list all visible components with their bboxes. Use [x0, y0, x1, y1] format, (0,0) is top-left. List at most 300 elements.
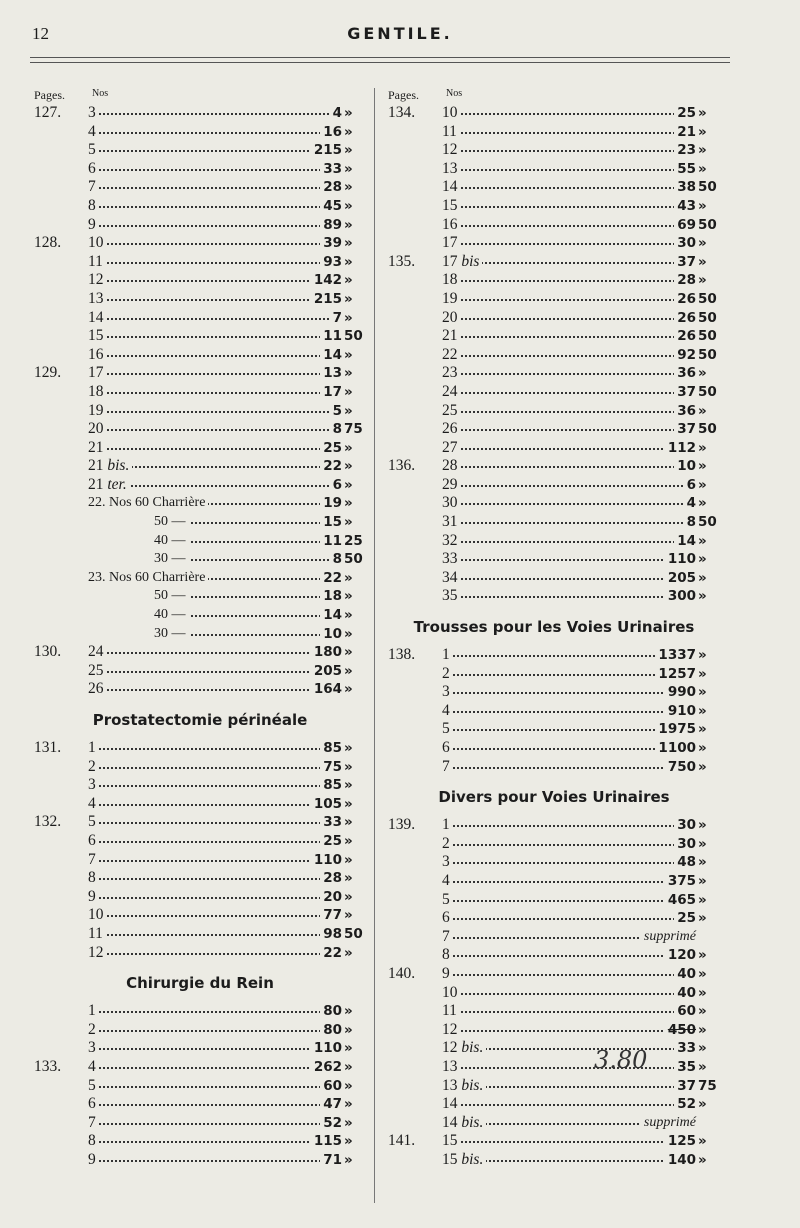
item-number-text: 32: [442, 531, 458, 549]
item-number-text: 14: [88, 308, 104, 326]
catalog-row: [30, 888, 370, 907]
item-cents: »: [344, 476, 353, 493]
item-price: 125: [665, 1132, 696, 1151]
item-cents: »: [698, 758, 707, 775]
item-number: [442, 965, 453, 984]
catalog-row: [384, 494, 724, 513]
catalog-subrow: [30, 513, 370, 532]
item-cents: »: [698, 105, 707, 121]
item-number: [88, 420, 107, 439]
item-label: 30 —: [154, 625, 189, 644]
item-price: 10: [674, 457, 696, 476]
item-price: 375: [665, 872, 696, 891]
catalog-row: [30, 327, 370, 346]
item-number: [442, 984, 461, 1003]
item-number-text: 9: [442, 964, 450, 982]
item-number-text: 13: [442, 1076, 458, 1094]
item-number: [442, 513, 461, 532]
catalog-row: [30, 758, 370, 777]
item-number-text: 15: [442, 196, 458, 214]
item-number-text: 3: [88, 776, 96, 794]
item-price: 80: [320, 1021, 342, 1040]
item-number-text: 4: [442, 701, 450, 719]
page-ref: 136.: [388, 457, 416, 475]
item-number: [442, 646, 453, 665]
item-price: 110: [665, 550, 696, 569]
dot-leader: [446, 466, 686, 468]
item-number: [88, 1002, 99, 1021]
item-number-text: 13: [442, 1057, 458, 1075]
catalog-subrow: [30, 587, 370, 606]
item-price: 262: [311, 1058, 342, 1077]
item-price: 36: [674, 364, 696, 383]
item-number-text: 26: [88, 680, 104, 698]
item-price: 1257: [655, 665, 696, 684]
item-cents: 50: [698, 346, 717, 363]
item-price: 115: [311, 1132, 342, 1151]
item-price: 112: [665, 439, 696, 458]
item-number-text: 6: [88, 831, 96, 849]
item-number: [88, 1114, 99, 1133]
catalog-row: [30, 1002, 370, 1021]
catalog-row: [384, 420, 724, 439]
item-price: 30: [674, 234, 696, 253]
item-number: [442, 816, 453, 835]
item-cents: »: [698, 1151, 707, 1168]
item-cents: »: [698, 476, 707, 493]
catalog-row: [30, 1151, 370, 1170]
item-cents: »: [698, 740, 707, 756]
item-cents: »: [698, 439, 707, 456]
item-number-text: 8: [442, 946, 450, 964]
item-cents: »: [698, 272, 707, 289]
item-cents: »: [344, 662, 353, 679]
item-number: [442, 550, 461, 569]
item-number: [88, 123, 99, 142]
item-number: [88, 383, 107, 402]
item-price: 30: [674, 816, 696, 835]
item-price: 80: [320, 1002, 342, 1021]
item-cents: »: [698, 495, 707, 512]
item-number-text: 21: [442, 327, 458, 345]
catalog-row: [384, 1132, 724, 1151]
dot-leader: [92, 860, 332, 862]
dot-leader: [446, 541, 686, 543]
item-price: 164: [311, 680, 342, 699]
item-number: [88, 364, 107, 383]
item-cents: »: [344, 832, 353, 849]
item-number: [88, 1132, 99, 1151]
page-title: GENTILE.: [347, 24, 453, 43]
item-label: 23. Nos 60 Charrière: [88, 569, 208, 588]
item-number: [442, 476, 461, 495]
item-price: 35: [674, 1058, 696, 1077]
item-number-text: 3: [442, 853, 450, 871]
item-number: [442, 928, 453, 947]
item-cents: »: [698, 1021, 707, 1038]
dot-leader: [92, 915, 332, 917]
catalog-row: [30, 383, 370, 402]
item-cents: »: [344, 1151, 353, 1168]
catalog-row: [384, 1095, 724, 1114]
item-number: [442, 104, 461, 123]
item-price: 85: [320, 776, 342, 795]
dot-leader: [446, 993, 686, 995]
dot-leader: [446, 392, 686, 394]
item-number-text: 5: [442, 720, 450, 738]
item-number-text: 25: [88, 661, 104, 679]
dot-leader: [446, 299, 686, 301]
dot-leader: [446, 578, 686, 580]
item-number-text: 11: [88, 252, 103, 270]
item-price: 5: [330, 402, 342, 421]
item-cents: »: [344, 607, 353, 624]
dot-leader: [92, 1086, 332, 1088]
column-header: [30, 86, 370, 104]
dot-leader: [92, 767, 332, 769]
dot-leader: [446, 1067, 686, 1069]
item-number: [88, 234, 107, 253]
dot-leader: [92, 411, 332, 413]
dot-leader: [446, 169, 686, 171]
dot-leader: [446, 596, 686, 598]
item-price: 14: [320, 346, 342, 365]
dot-leader: [446, 674, 686, 676]
catalog-row: [384, 383, 724, 402]
item-cents: »: [344, 795, 353, 812]
item-price: 110: [311, 851, 342, 870]
dot-leader: [92, 1104, 332, 1106]
catalog-row: [384, 476, 724, 495]
dot-leader: [92, 1141, 332, 1143]
item-number: [88, 776, 99, 795]
item-price: 85: [320, 739, 342, 758]
item-number-text: 24: [88, 643, 104, 661]
item-price: 22: [320, 457, 342, 476]
catalog-row: [30, 476, 370, 495]
item-price: 37: [674, 253, 696, 272]
dot-leader: [446, 955, 686, 957]
item-number: [88, 1039, 99, 1058]
dot-leader: [92, 299, 332, 301]
item-number-text: 16: [442, 215, 458, 233]
item-cents: »: [698, 684, 707, 701]
dot-leader: [92, 150, 332, 152]
item-cents: »: [344, 644, 353, 661]
item-price: 205: [665, 569, 696, 588]
item-number: [442, 271, 461, 290]
dot-leader: [92, 1048, 332, 1050]
item-suffix: bis.: [461, 1113, 484, 1131]
item-cents: 50: [698, 514, 717, 531]
catalog-row: [384, 965, 724, 984]
catalog-row: [30, 1132, 370, 1151]
item-suffix: bis.: [461, 1039, 484, 1057]
item-price: 75: [320, 758, 342, 777]
item-price: 26: [674, 327, 696, 346]
item-price: 93: [320, 253, 342, 272]
item-number-text: 6: [442, 739, 450, 756]
page-ref: 129.: [34, 364, 62, 382]
catalog-row: [30, 271, 370, 290]
dot-leader: [446, 918, 686, 920]
item-price: 4: [684, 494, 696, 513]
dot-leader: [92, 689, 332, 691]
item-number: [442, 1002, 460, 1021]
item-number-text: 7: [88, 850, 96, 868]
item-number: [442, 569, 461, 588]
item-number-text: 15: [88, 327, 104, 345]
item-number: [442, 1132, 461, 1151]
item-price: 89: [320, 216, 342, 235]
item-cents: »: [344, 1077, 353, 1094]
catalog-row: [384, 123, 724, 142]
item-number-text: 5: [88, 1076, 96, 1094]
item-number: [88, 216, 99, 235]
catalog-row: [30, 680, 370, 699]
dot-leader: [446, 1141, 686, 1143]
item-cents: »: [344, 888, 353, 905]
catalog-row: [30, 123, 370, 142]
catalog-row: [30, 643, 370, 662]
catalog-row: [30, 1039, 370, 1058]
dot-leader: [92, 804, 332, 806]
page-ref: 140.: [388, 964, 416, 982]
item-cents: »: [698, 365, 707, 382]
item-number-text: 13: [442, 159, 458, 177]
item-price: 22: [320, 569, 342, 588]
item-price: 110: [311, 1039, 342, 1058]
catalog-subrow: [30, 532, 370, 551]
item-cents: »: [698, 1133, 707, 1150]
item-number-text: 4: [442, 871, 450, 889]
item-number-text: 2: [88, 1020, 96, 1038]
item-cents: »: [344, 365, 353, 382]
item-number-text: 4: [88, 122, 96, 140]
page-ref: 133.: [34, 1057, 62, 1075]
item-cents: »: [344, 216, 353, 233]
item-price: 33: [320, 160, 342, 179]
item-cents: »: [698, 965, 707, 982]
item-price: 55: [674, 160, 696, 179]
item-number: [442, 1151, 486, 1170]
item-number: [442, 891, 453, 910]
page-ref: 138.: [388, 646, 416, 664]
item-number: [442, 909, 453, 928]
page-ref: 139.: [388, 816, 416, 834]
page-ref: 135.: [388, 252, 416, 270]
item-number-text: 20: [442, 308, 458, 326]
item-number-text: 11: [442, 1002, 457, 1020]
catalog-row: [30, 1021, 370, 1040]
catalog-row: [384, 702, 724, 721]
item-number: [88, 739, 99, 758]
item-price: 21: [674, 123, 696, 142]
item-number-text: 18: [442, 271, 458, 289]
item-cents: »: [698, 1058, 707, 1075]
dot-leader: [446, 655, 686, 657]
item-cents: »: [344, 458, 353, 475]
item-number-text: 7: [442, 927, 450, 945]
catalog-row: [384, 758, 724, 777]
item-price: 450: [665, 1021, 696, 1040]
item-number-text: 6: [88, 159, 96, 177]
item-number-text: 9: [88, 887, 96, 905]
item-number: [442, 402, 461, 421]
page-ref: 132.: [34, 813, 62, 831]
item-suffix: bis: [461, 252, 480, 270]
item-cents: »: [698, 235, 707, 252]
section-heading: Trousses pour les Voies Urinaires: [413, 618, 695, 637]
item-price: 37: [674, 420, 696, 439]
item-number-text: 8: [88, 1132, 96, 1150]
item-number: [442, 309, 461, 328]
item-label: 30 —: [154, 550, 189, 569]
item-cents: »: [698, 872, 707, 889]
item-price: 92: [674, 346, 696, 365]
item-cents: »: [698, 647, 707, 664]
item-cents: »: [344, 346, 353, 363]
catalog-row: [30, 795, 370, 814]
item-number-text: 10: [442, 104, 458, 121]
item-number: [442, 758, 453, 777]
item-number: [442, 439, 461, 458]
item-number-text: 17: [442, 234, 458, 252]
item-number: [88, 643, 107, 662]
item-cents: »: [344, 907, 353, 924]
item-number-text: 8: [88, 196, 96, 214]
catalog-subrow: [30, 550, 370, 569]
item-number: [88, 906, 107, 925]
item-price: 215: [311, 141, 342, 160]
item-number-text: 8: [88, 869, 96, 887]
catalog-row: [384, 327, 724, 346]
item-number-text: 1: [442, 646, 450, 664]
item-price: 43: [674, 197, 696, 216]
item-number: [442, 1021, 461, 1040]
numbers-heading: Nos: [446, 88, 463, 99]
item-cents: »: [344, 290, 353, 307]
item-number-text: 7: [442, 757, 450, 775]
dot-leader: [92, 169, 332, 171]
item-cents: »: [344, 1003, 353, 1020]
item-price: 16: [320, 123, 342, 142]
item-number-text: 6: [442, 909, 450, 927]
item-price: 28: [320, 178, 342, 197]
item-price: 33: [320, 813, 342, 832]
item-price: 14: [320, 606, 342, 625]
dot-leader: [446, 748, 686, 750]
item-price: 26: [674, 309, 696, 328]
item-price: 45: [320, 197, 342, 216]
item-number: [442, 420, 461, 439]
item-number-text: 1: [88, 1002, 96, 1020]
item-number-text: 10: [442, 983, 458, 1001]
item-price: 990: [665, 683, 696, 702]
item-number: [442, 946, 453, 965]
catalog-row: [384, 1021, 724, 1040]
item-number-text: 4: [88, 1057, 96, 1075]
dot-leader: [446, 1104, 686, 1106]
dot-leader: [92, 652, 332, 654]
catalog-row: [384, 1039, 724, 1058]
catalog-row: [384, 853, 724, 872]
item-number-text: 34: [442, 568, 458, 586]
item-number: [88, 944, 107, 963]
item-price: 7: [330, 309, 342, 328]
item-cents: »: [698, 835, 707, 852]
item-cents: 25: [344, 532, 363, 549]
dot-leader: [446, 711, 686, 713]
catalog-row: [384, 513, 724, 532]
dot-leader: [92, 841, 332, 843]
item-cents: 50: [698, 309, 717, 326]
catalog-row: [30, 439, 370, 458]
item-cents: »: [698, 551, 707, 568]
page-ref: 141.: [388, 1132, 416, 1150]
item-cents: »: [698, 532, 707, 549]
item-price: 140: [665, 1151, 696, 1170]
item-cents: »: [698, 1096, 707, 1113]
item-cents: »: [344, 569, 353, 586]
item-number: [442, 383, 461, 402]
dot-leader: [446, 503, 686, 505]
dot-leader: [92, 355, 332, 357]
item-number-text: 31: [442, 513, 458, 531]
dot-leader: [92, 1011, 332, 1013]
item-number: [442, 327, 461, 346]
catalog-row: [384, 234, 724, 253]
catalog-row: [384, 364, 724, 383]
item-cents: »: [344, 1114, 353, 1131]
item-cents: »: [344, 253, 353, 270]
item-cents: »: [698, 123, 707, 140]
item-price: 40: [674, 984, 696, 1003]
item-cents: »: [698, 665, 707, 682]
item-label: 40 —: [154, 532, 189, 551]
column-header: [384, 86, 724, 104]
item-number: [442, 123, 460, 142]
item-cents: »: [344, 588, 353, 605]
catalog-row: [30, 309, 370, 328]
item-cents: »: [344, 514, 353, 531]
pages-heading: Pages.: [34, 88, 65, 102]
item-price: 25: [674, 909, 696, 928]
item-cents: »: [344, 383, 353, 400]
item-number: [442, 1058, 461, 1077]
catalog-row: [384, 271, 724, 290]
dot-leader: [92, 671, 332, 673]
item-cents: 50: [698, 179, 717, 196]
item-number-text: 12: [442, 1039, 458, 1057]
dot-leader: [446, 187, 686, 189]
item-number: [442, 253, 482, 272]
item-number-text: 14: [442, 178, 458, 196]
catalog-row: [384, 309, 724, 328]
item-number: [88, 141, 99, 160]
catalog-row: [30, 739, 370, 758]
catalog-row: [30, 832, 370, 851]
catalog-row: [384, 141, 724, 160]
catalog-row: [30, 346, 370, 365]
dot-leader: [92, 934, 332, 936]
dot-leader: [446, 844, 686, 846]
catalog-row: [30, 253, 370, 272]
catalog-row: [384, 1002, 724, 1021]
item-price: 17: [320, 383, 342, 402]
item-number: [88, 290, 107, 309]
item-price: 28: [320, 869, 342, 888]
